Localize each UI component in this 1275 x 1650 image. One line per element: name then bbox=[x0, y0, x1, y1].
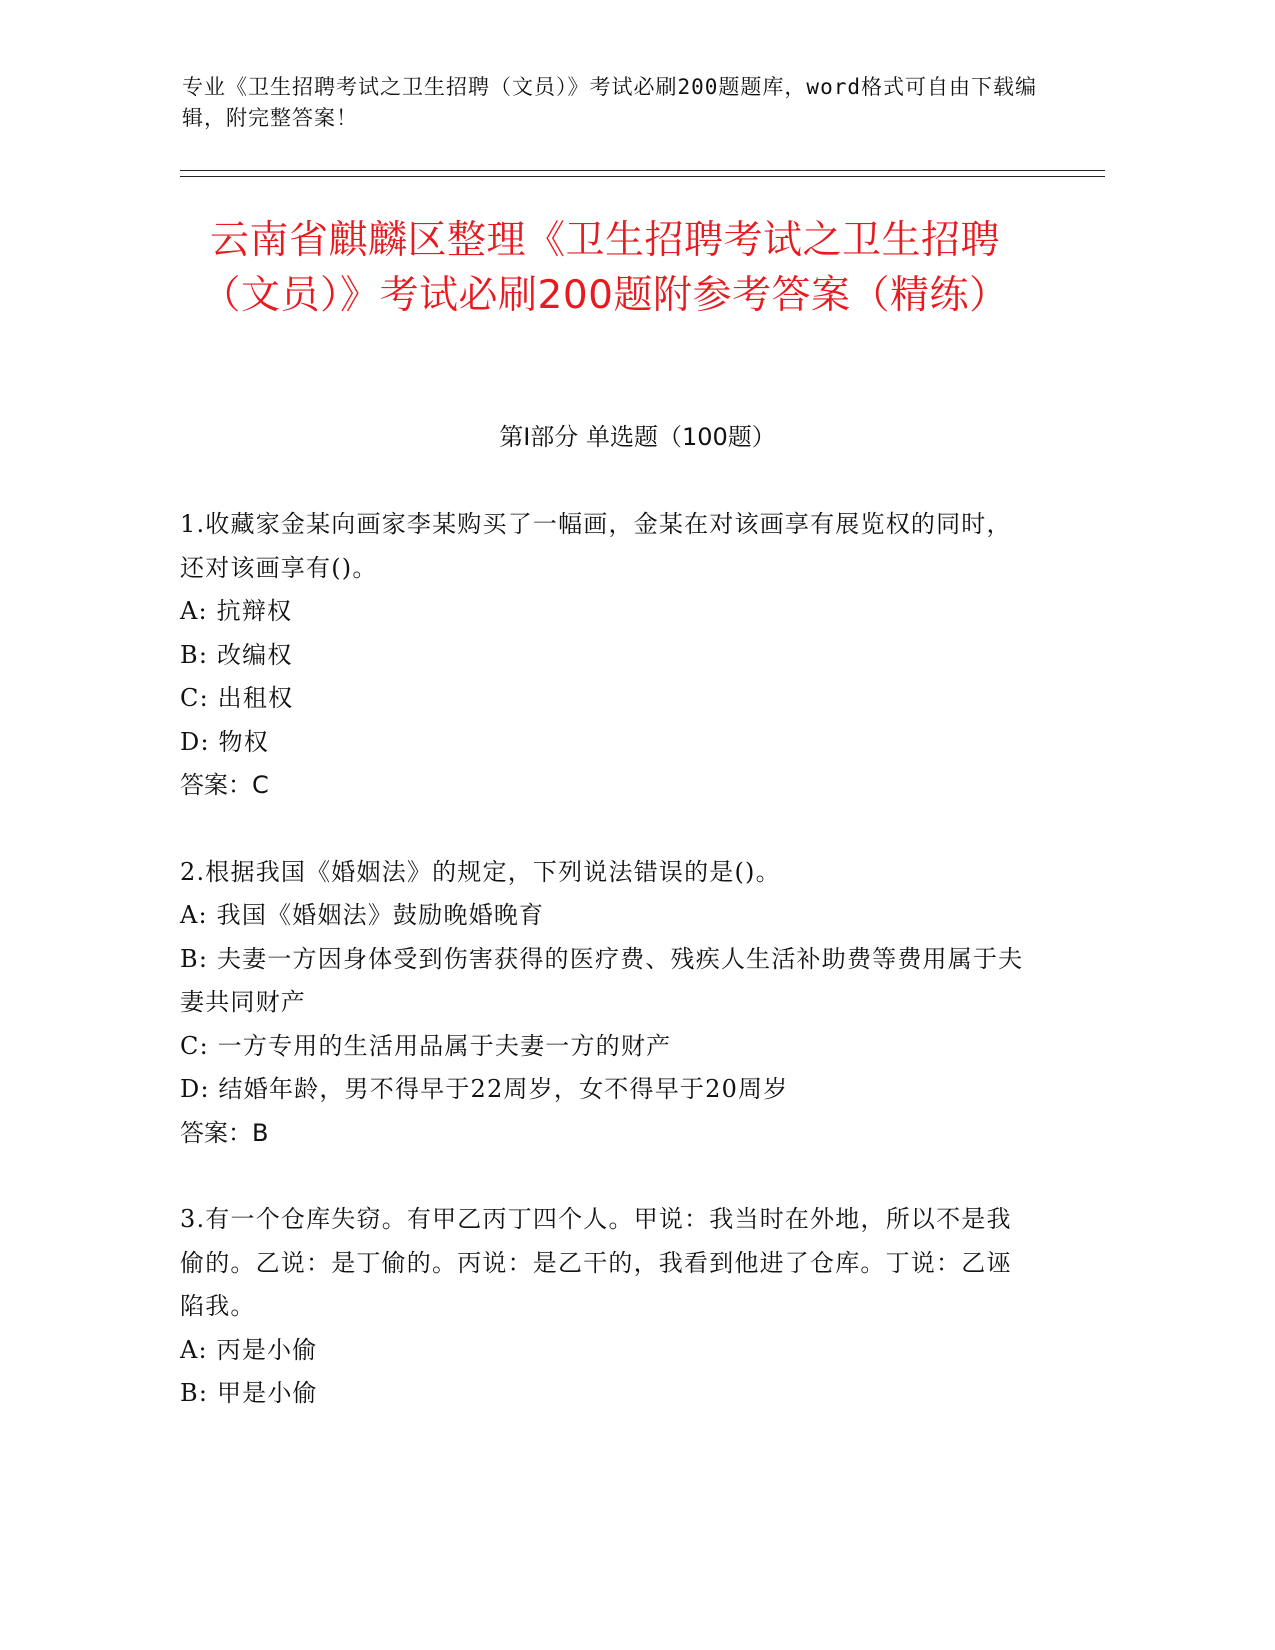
option-d: D: 结婚年龄，男不得早于22周岁，女不得早于20周岁 bbox=[180, 1075, 789, 1103]
header-divider-top bbox=[180, 170, 1105, 171]
option-b: B: 夫妻一方因身体受到伤害获得的医疗费、残疾人生活补助费等费用属于夫妻共同财产 bbox=[180, 944, 1024, 1016]
option-d: D: 物权 bbox=[180, 727, 269, 756]
option-a: A: 丙是小偷 bbox=[180, 1335, 318, 1364]
header-note: 专业《卫生招聘考试之卫生招聘（文员）》考试必刷200题题库，word格式可自由下载编辑，附完整答案！ bbox=[182, 75, 1037, 130]
question-stem: 1.收藏家金某向画家李某购买了一幅画，金某在对该画享有展览权的同时，还对该画享有()。 bbox=[180, 510, 1012, 582]
option-c: C: 出租权 bbox=[180, 684, 294, 712]
question-3 bbox=[180, 1198, 1030, 1416]
question-stem: 2.根据我国《婚姻法》的规定，下列说法错误的是()。 bbox=[180, 857, 781, 886]
option-a: A: 抗辩权 bbox=[180, 597, 293, 625]
option-b: B: 改编权 bbox=[180, 640, 293, 669]
answer-line: 答案：C bbox=[180, 771, 269, 799]
question-stem: 3.有一个仓库失窃。有甲乙丙丁四个人。甲说：我当时在外地，所以不是我偷的。乙说：是丁偷的。丙说：是乙干的，我看到他进了仓库。丁说：乙诬陷我。 bbox=[180, 1205, 1012, 1320]
option-a: A: 我国《婚姻法》鼓励晚婚晚育 bbox=[180, 901, 545, 929]
question-2 bbox=[180, 851, 1030, 1156]
option-b: B: 甲是小偷 bbox=[180, 1379, 318, 1407]
document-title: 云南省麒麟区整理《卫生招聘考试之卫生招聘（文员）》考试必刷200题附参考答案（精练） bbox=[201, 218, 1009, 318]
section-heading: 第Ⅰ部分 单选题（100题） bbox=[499, 423, 776, 451]
question-list bbox=[180, 503, 1030, 1459]
header-divider-bottom bbox=[180, 176, 1105, 177]
answer-line: 答案：B bbox=[180, 1118, 269, 1147]
option-c: C: 一方专用的生活用品属于夫妻一方的财产 bbox=[180, 1031, 672, 1060]
question-1 bbox=[180, 503, 1030, 808]
